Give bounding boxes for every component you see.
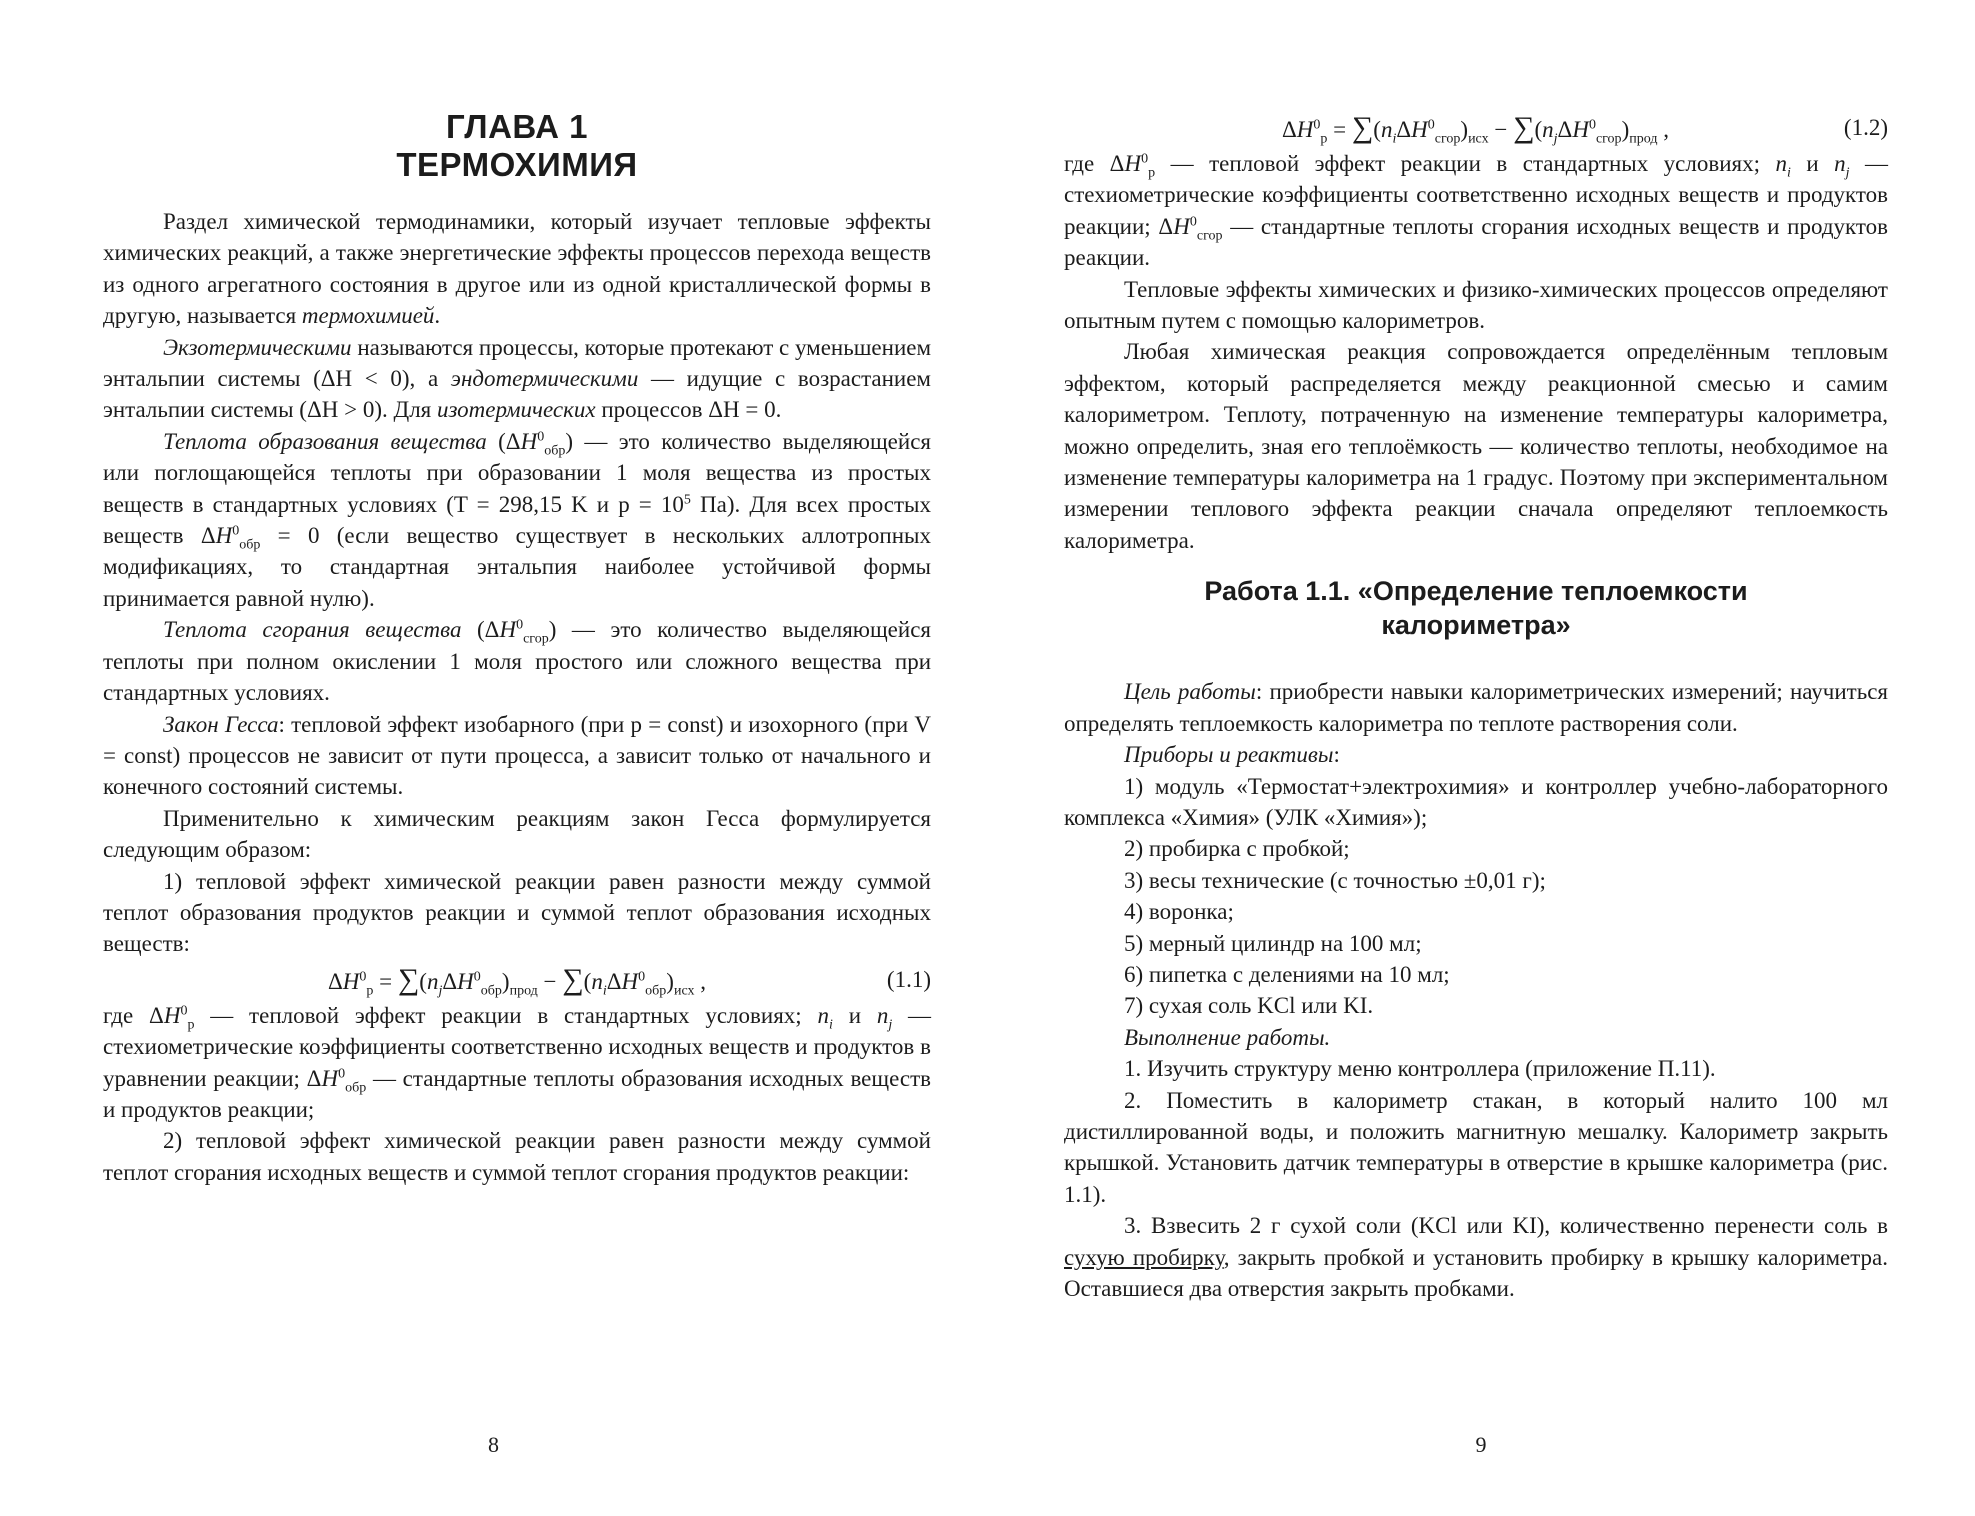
list-item: 4) воронка; (1124, 899, 1234, 925)
chapter-heading (103, 108, 931, 184)
page-number-right: 9 (1475, 1432, 1487, 1457)
list-item: 1) модуль «Термостат+электрохимия» и контроллер учебно-лабораторного комплекса «Химия» (УЛК «Химия»); (1064, 773, 1888, 830)
list-item: 3) весы технические (с точностью ±0,01 г); (1124, 867, 1546, 893)
paragraph-exothermic: Экзотермическими называются процессы, которые протекают с уменьшением энтальпии системы (ΔH < 0), а эндотермическими — идущие с возрастанием энтальпии системы (ΔH > 0). Для изотермических процессов ΔH = 0. (103, 334, 932, 423)
paragraph-formation-heat: Теплота образования вещества $(\Delta H^0_{обр})$ — это количество выделяющейся или поглощающейся теплоты при образовании 1 моля вещества из простых веществ в стандартных условиях (T = 298,15 K и $p = 10^5$ Па). Для всех простых веществ $\Delta H^0_{обр} = 0$ (если вещество существует в нескольких аллотропных модификациях, то стандартная энтальпия наиболее устойчивой формы принимается равной нулю). (103, 428, 932, 611)
equation-1-1-expression: $\Delta H^0_р = \sum(n_j\Delta H^0_{обр})_{прод} - \sum(n_i\Delta H^0_{обр})_{исх}$ , (328, 962, 706, 999)
paragraph-combustion-heat: Теплота сгорания вещества $(\Delta H^0_{сгор})$ — это количество выделяющейся теплоты при полном окислении 1 моля простого или сложного вещества при стандартных условиях. (103, 617, 931, 706)
equation-1-2 (1064, 108, 1888, 148)
paragraph-calorimeters: Тепловые эффекты химических и физико-химических процессов определяют опытным путем с помощью калориметров. (1064, 276, 1888, 334)
equation-1-2-expression: $\Delta H^0_р = \sum(n_i\Delta H^0_{сгор})_{исх} - \sum(n_j\Delta H^0_{сгор})_{прод}$ , (1282, 111, 1669, 147)
section-heading-work-1-1: Работа 1.1. «Определение теплоемкости калориметра» (1204, 576, 1748, 641)
list-item: 6) пипетка с делениями на 10 мл; (1124, 961, 1450, 987)
equipment-list (1064, 771, 1888, 1022)
paragraph-where-1: где $\Delta H^0_р$ — тепловой эффект реакции в стандартных условиях; $n_i$ и $n_j$ — стехиометрические коэффициенты соответственно исходных веществ и продуктов в уравнении реакции; $\Delta H^0_{обр}$ — стандартные теплоты образования исходных веществ и продуктов реакции; (103, 1002, 932, 1122)
paragraph-intro: Раздел химической термодинамики, который изучает тепловые эффекты химических реакций, а также энергетические эффекты процессов перехода веществ из одного агрегатного состояния в другое или из одной кристаллической формы в другую, называется термохимией. (103, 209, 931, 329)
paragraph-rule-1: 1) тепловой эффект химической реакции равен разности между суммой теплот образования продуктов реакции и суммой теплот образования исходных веществ: (103, 868, 931, 957)
paragraph-step-3: 3. Взвесить 2 г сухой соли (KCl или KI), количественно перенести соль в сухую пробирку, закрыть пробкой и установить пробирку в крышку калориметра. Оставшиеся два отверстия закрыть пробками. (1064, 1213, 1889, 1301)
chapter-title: ТЕРМОХИМИЯ (396, 146, 638, 183)
paragraph-rule-2: 2) тепловой эффект химической реакции равен разности между суммой теплот сгорания исходных веществ и суммой теплот сгорания продуктов реакции: (103, 1128, 931, 1185)
page-number-left: 8 (488, 1432, 499, 1457)
underlined-phrase: сухую пробирку (1064, 1244, 1224, 1270)
equation-1-1 (103, 960, 931, 1000)
list-item: 5) мерный цилиндр на 100 мл; (1124, 930, 1422, 956)
equation-1-2-number: (1.2) (1843, 115, 1888, 140)
right-text-column (1064, 108, 1888, 1304)
paragraph-procedure-heading: Выполнение работы. (1124, 1024, 1331, 1050)
paragraph-equipment-heading: Приборы и реактивы: (1124, 742, 1340, 768)
paragraph-hess-application: Применительно к химическим реакциям закон Гесса формулируется следующим образом: (103, 805, 931, 863)
paragraph-hess-law: Закон Гесса: тепловой эффект изобарного (при p = const) и изохорного (при V = const) процессов не зависит от пути процесса, а зависит только от начального и конечного состояний системы. (103, 711, 931, 800)
list-item: 7) сухая соль KCl или KI. (1124, 993, 1374, 1019)
paragraph-heat-capacity: Любая химическая реакция сопровождается определённым тепловым эффектом, который распределяется между реакционной смесью и самим калориметром. Теплоту, потраченную на изменение температуры калориметра, можно определить, зная его теплоёмкость — количество теплоты, необходимое на изменение температуры калориметра на 1 градус. Поэтому при экспериментальном измерении теплового эффекта реакции сначала определяют теплоемкость калориметра. (1064, 339, 1888, 553)
left-text-column (103, 108, 931, 1188)
chapter-label: ГЛАВА 1 (446, 108, 588, 145)
list-item: 2) пробирка с пробкой; (1124, 836, 1350, 862)
paragraph-goal: Цель работы: приобрести навыки калориметрических измерений; научиться определять теплоемкость калориметра по теплоте растворения соли. (1064, 679, 1888, 736)
paragraph-where-2: где $\Delta H^0_р$ — тепловой эффект реакции в стандартных условиях; $n_i$ и $n_j$ — стехиометрические коэффициенты соответственно исходных веществ и продуктов реакции; $\Delta H^0_{сгор}$ — стандартные теплоты сгорания исходных веществ и продуктов реакции. (1064, 151, 1889, 271)
paragraph-step-2: 2. Поместить в калориметр стакан, в который налито 100 мл дистиллированной воды, и положить магнитную мешалку. Калориметр закрыть крышкой. Установить датчик температуры в отверстие в крышке калориметра (рис. 1.1). (1064, 1087, 1888, 1207)
left-page (0, 0, 987, 1516)
paragraph-step-1: 1. Изучить структуру меню контроллера (приложение П.11). (1124, 1056, 1716, 1082)
right-page (987, 0, 1975, 1516)
equation-1-1-number: (1.1) (886, 966, 931, 992)
